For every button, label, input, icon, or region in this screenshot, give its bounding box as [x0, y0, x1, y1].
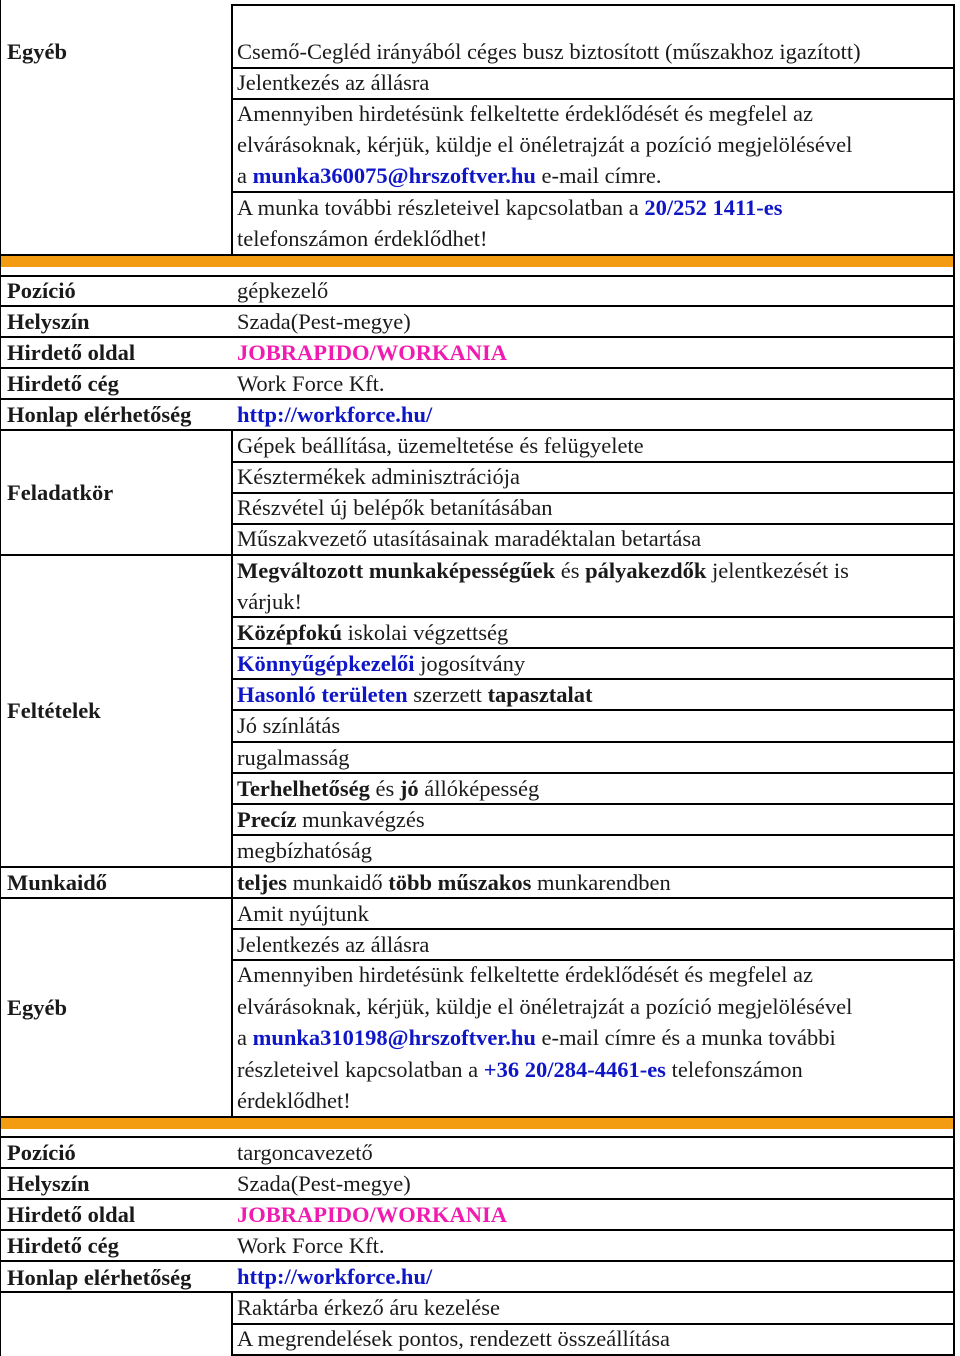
- grid-line: [0, 254, 955, 256]
- feltetel-text: munkavégzés: [296, 807, 425, 832]
- grid-line: [231, 1354, 955, 1356]
- label-pozicio: Pozíció: [7, 278, 76, 303]
- egyeb-line: Amennyiben hirdetésünk felkeltette érdeklődését és megfelel az: [237, 962, 814, 987]
- egyeb-text: e-mail címre és a munka további: [535, 1025, 836, 1050]
- grid-line: [0, 1116, 955, 1118]
- feltetel-item: várjuk!: [237, 589, 302, 614]
- grid-line: [0, 1136, 955, 1138]
- egyeb-text: a: [237, 163, 253, 188]
- grid-line: [231, 430, 233, 1117]
- feltetel-text: és: [369, 776, 400, 801]
- feltetel-text: iskolai végzettség: [342, 620, 509, 645]
- hirdeto-oldal-value: JOBRAPIDO/WORKANIA: [237, 1202, 508, 1227]
- honlap-link[interactable]: http://workforce.hu/: [237, 402, 433, 427]
- feltetel-text: jelentkezését is: [706, 558, 849, 583]
- egyeb-text: a: [237, 1025, 253, 1050]
- feladatkor-item: Késztermékek adminisztrációja: [237, 464, 520, 489]
- label-honlap: Honlap elérhetőség: [7, 1265, 192, 1290]
- grid-line: [953, 4, 955, 1356]
- feltetel-item: [237, 679, 593, 710]
- munkaido-text: több műszakos: [388, 870, 532, 895]
- egyeb-line: elvárásoknak, kérjük, küldje el önéletrajzát a pozíció megjelölésével: [237, 132, 853, 157]
- hirdeto-oldal-value: JOBRAPIDO/WORKANIA: [237, 340, 508, 365]
- email-link[interactable]: munka360075@hrszoftver.hu: [252, 163, 536, 188]
- pozicio-value: gépkezelő: [237, 278, 329, 303]
- pozicio-value: targoncavezető: [237, 1140, 373, 1165]
- egyeb-line: Jelentkezés az állásra: [237, 932, 430, 957]
- helyszin-value: Szada(Pest-megye): [237, 1171, 411, 1196]
- label-munkaido: Munkaidő: [7, 870, 108, 895]
- munkaido-text: munkaidő: [286, 870, 389, 895]
- egyeb-line: [237, 1054, 803, 1085]
- grid-line: [231, 4, 233, 255]
- label-helyszin: Helyszín: [7, 309, 90, 334]
- egyeb-text: A munka további részleteivel kapcsolatban a: [237, 195, 645, 220]
- egyeb-line: elvárásoknak, kérjük, küldje el önéletrajzát a pozíció megjelölésével: [237, 994, 853, 1019]
- feladatkor-item: Műszakvezető utasításainak maradéktalan betartása: [237, 526, 702, 551]
- egyeb-line: Amit nyújtunk: [237, 901, 369, 926]
- grid-line: [231, 4, 955, 6]
- feltetel-item: megbízhatóság: [237, 838, 372, 863]
- feltetel-text: állóképesség: [418, 776, 540, 801]
- hirdeto-ceg-value: Work Force Kft.: [237, 1233, 385, 1258]
- feltetel-text: Terhelhetőség: [237, 776, 370, 801]
- grid-line: [0, 275, 955, 277]
- grid-line: [0, 0, 1, 1356]
- feltetel-item: [237, 648, 525, 679]
- feltetel-item: rugalmasság: [237, 745, 350, 770]
- feltetel-text: Megváltozott munkaképességűek: [237, 558, 556, 583]
- egyeb-line: [237, 192, 783, 223]
- feltetel-item: Jó színlátás: [237, 713, 341, 738]
- egyeb-line: Jelentkezés az állásra: [237, 70, 430, 95]
- egyeb-line: érdeklődhet!: [237, 1088, 351, 1113]
- feladatkor-item: A megrendelések pontos, rendezett összeállítása: [237, 1326, 670, 1351]
- label-feltetelek: Feltételek: [7, 698, 101, 723]
- section-separator: [0, 1117, 955, 1129]
- label-hirdeto-ceg: Hirdető cég: [7, 371, 119, 396]
- feltetel-text: Könnyűgépkezelői: [237, 651, 415, 676]
- feladatkor-item: Részvétel új belépők betanításában: [237, 495, 553, 520]
- feltetel-item: [237, 804, 425, 835]
- feltetel-text: jó: [399, 776, 419, 801]
- feltetel-text: szerzett: [407, 682, 488, 707]
- section-separator: [0, 255, 955, 267]
- munkaido-text: munkarendben: [531, 870, 671, 895]
- munkaido-value: [237, 867, 671, 898]
- phone-number: +36 20/284-4461-es: [483, 1057, 666, 1082]
- feltetel-text: jogosítvány: [414, 651, 526, 676]
- feltetel-text: Precíz: [237, 807, 297, 832]
- label-hirdeto-oldal: Hirdető oldal: [7, 340, 136, 365]
- feltetel-text: pályakezdők: [585, 558, 707, 583]
- egyeb-line: telefonszámon érdeklődhet!: [237, 226, 488, 251]
- label-helyszin: Helyszín: [7, 1171, 90, 1196]
- label-hirdeto-oldal: Hirdető oldal: [7, 1202, 136, 1227]
- hirdeto-ceg-value: Work Force Kft.: [237, 371, 385, 396]
- feltetel-text: Középfokú: [237, 620, 343, 645]
- feladatkor-item: Gépek beállítása, üzemeltetése és felügyelete: [237, 433, 644, 458]
- label-pozicio: Pozíció: [7, 1140, 76, 1165]
- egyeb-text: e-mail címre.: [535, 163, 662, 188]
- label-hirdeto-ceg: Hirdető cég: [7, 1233, 119, 1258]
- feladatkor-item: Raktárba érkező áru kezelése: [237, 1295, 500, 1320]
- egyeb-text: telefonszámon: [665, 1057, 803, 1082]
- feltetel-text: és: [555, 558, 586, 583]
- feltetel-text: Hasonló területen: [237, 682, 408, 707]
- feltetel-item: [237, 773, 539, 804]
- egyeb-line: Amennyiben hirdetésünk felkeltette érdeklődését és megfelel az: [237, 101, 814, 126]
- feltetel-item: [237, 617, 508, 648]
- label-egyeb: Egyéb: [7, 39, 68, 64]
- grid-line: [0, 1167, 955, 1169]
- phone-number: 20/252 1411-es: [644, 195, 783, 220]
- egyeb-line: [237, 1022, 836, 1053]
- egyeb-line: Csemő-Cegléd irányából céges busz biztosított (műszakhoz igazított): [237, 39, 861, 64]
- honlap-link[interactable]: http://workforce.hu/: [237, 1264, 433, 1289]
- feltetel-item: [237, 555, 849, 586]
- label-egyeb: Egyéb: [7, 995, 68, 1020]
- egyeb-text: részleteivel kapcsolatban a: [237, 1057, 484, 1082]
- munkaido-text: teljes: [237, 870, 287, 895]
- label-feladatkor: Feladatkör: [7, 480, 114, 505]
- label-honlap: Honlap elérhetőség: [7, 402, 192, 427]
- helyszin-value: Szada(Pest-megye): [237, 309, 411, 334]
- grid-line: [0, 305, 955, 307]
- feltetel-text: tapasztalat: [487, 682, 593, 707]
- egyeb-line: [237, 160, 661, 191]
- email-link[interactable]: munka310198@hrszoftver.hu: [252, 1025, 536, 1050]
